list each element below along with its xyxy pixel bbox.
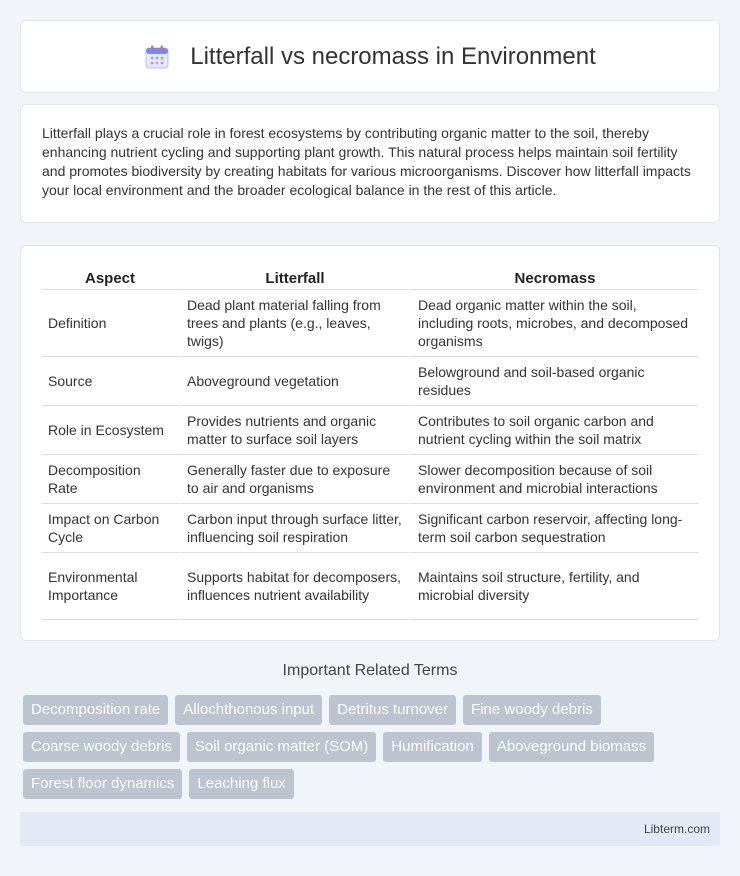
page-title: Litterfall vs necromass in Environment [190, 42, 596, 70]
row-aspect: Definition [42, 290, 178, 357]
comparison-table [42, 266, 698, 620]
table-row [42, 406, 698, 455]
row-litterfall: Aboveground vegetation [178, 357, 409, 406]
related-terms-title: Important Related Terms [282, 662, 458, 679]
row-necromass: Significant carbon reservoir, affecting long-term soil carbon sequestration [409, 504, 698, 553]
header-aspect: Aspect [42, 266, 178, 290]
tag-detritus-turnover[interactable]: Detritus turnover [329, 695, 456, 725]
footer-site-link[interactable]: Libterm.com [643, 822, 710, 836]
header-litterfall: Litterfall [178, 266, 409, 290]
table-header-row [42, 266, 698, 290]
intro-text: Litterfall plays a crucial role in forest ecosystems by contributing organic matter to the soil, thereby enhancing nutrient cycling and supporting plant growth. This natural process helps maintain soil fertility and promotes biodiversity by creating habitats for various microorganisms. Discover how litterfall impacts your local environment and the broader ecological balance in the rest of this article. [42, 125, 691, 198]
tag-allochthonous-input[interactable]: Allochthonous input [175, 695, 322, 725]
table-row [42, 553, 698, 620]
table-row [42, 357, 698, 406]
tag-fine-woody-debris[interactable]: Fine woody debris [463, 695, 601, 725]
table-row [42, 504, 698, 553]
row-necromass: Dead organic matter within the soil, including roots, microbes, and decomposed organisms [409, 290, 698, 357]
row-litterfall: Generally faster due to exposure to air and organisms [178, 455, 409, 504]
row-necromass: Belowground and soil-based organic residues [409, 357, 698, 406]
tag-aboveground-biomass[interactable]: Aboveground biomass [489, 732, 654, 762]
table-row [42, 455, 698, 504]
tag-soil-organic-matter[interactable]: Soil organic matter (SOM) [187, 732, 376, 762]
header-necromass: Necromass [409, 266, 698, 290]
tag-forest-floor-dynamics[interactable]: Forest floor dynamics [23, 769, 182, 799]
row-litterfall: Carbon input through surface litter, influencing soil respiration [178, 504, 409, 553]
calendar-icon [144, 44, 170, 70]
table-row [42, 290, 698, 357]
tag-humification[interactable]: Humification [383, 732, 482, 762]
tag-leaching-flux[interactable]: Leaching flux [189, 769, 293, 799]
row-necromass: Slower decomposition because of soil environment and microbial interactions [409, 455, 698, 504]
row-aspect: Source [42, 357, 178, 406]
related-terms-list [23, 695, 723, 806]
footer [20, 812, 720, 846]
header-card [20, 20, 720, 93]
intro-card [20, 104, 720, 223]
row-necromass: Contributes to soil organic carbon and nutrient cycling within the soil matrix [409, 406, 698, 455]
row-litterfall: Supports habitat for decomposers, influences nutrient availability [178, 553, 409, 620]
row-aspect: Impact on Carbon Cycle [42, 504, 178, 553]
tag-decomposition-rate[interactable]: Decomposition rate [23, 695, 168, 725]
tag-coarse-woody-debris[interactable]: Coarse woody debris [23, 732, 180, 762]
comparison-card [20, 245, 720, 641]
row-aspect: Decomposition Rate [42, 455, 178, 504]
row-aspect: Environmental Importance [42, 553, 178, 620]
row-necromass: Maintains soil structure, fertility, and microbial diversity [409, 553, 698, 620]
row-litterfall: Dead plant material falling from trees and plants (e.g., leaves, twigs) [178, 290, 409, 357]
row-litterfall: Provides nutrients and organic matter to surface soil layers [178, 406, 409, 455]
title-wrap [144, 43, 596, 71]
row-aspect: Role in Ecosystem [42, 406, 178, 455]
